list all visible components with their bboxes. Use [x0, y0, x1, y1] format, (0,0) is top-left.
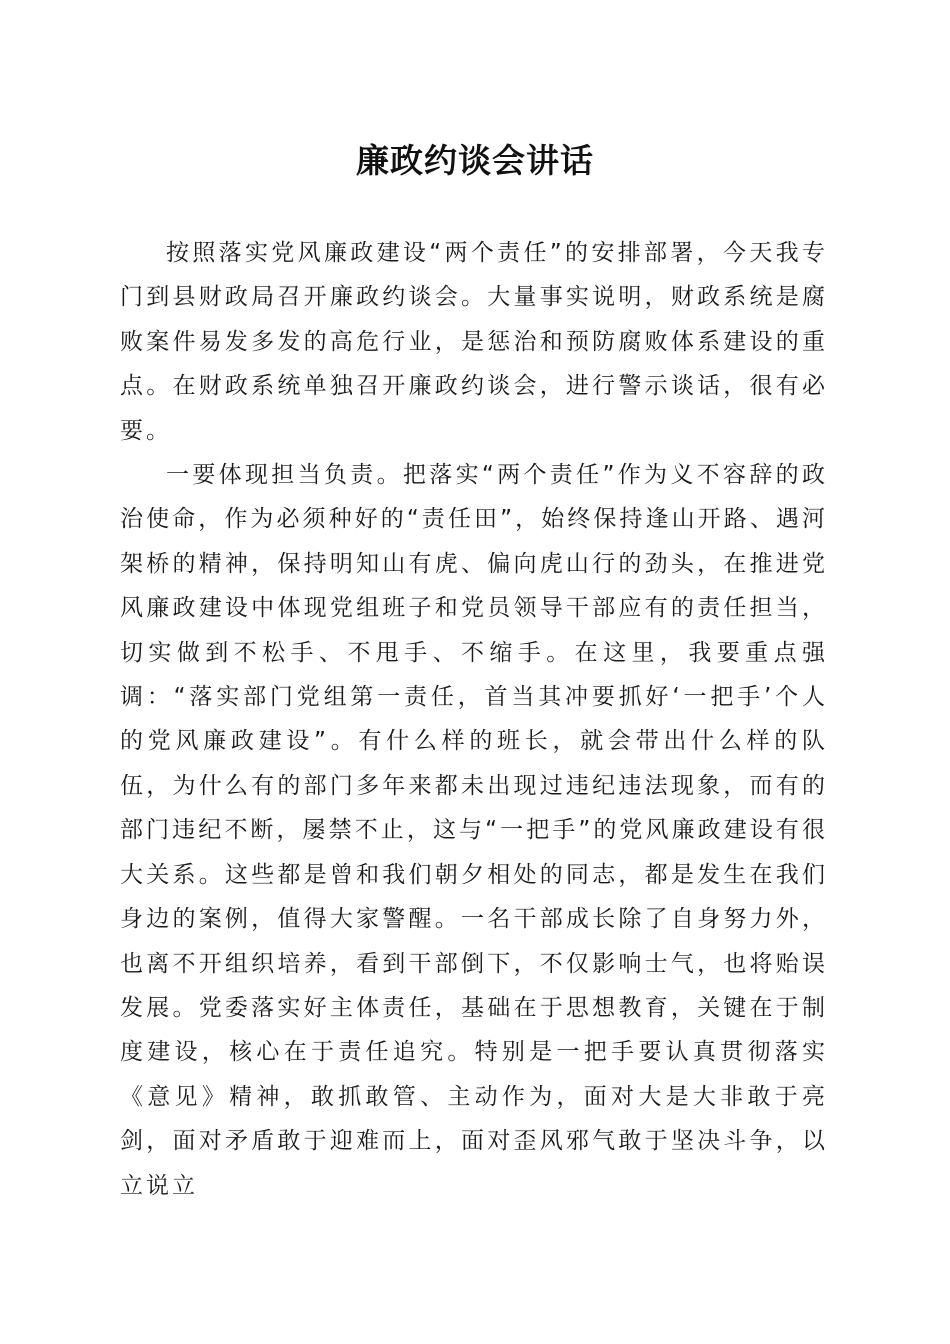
document-title: 廉政约谈会讲话 — [356, 141, 594, 180]
document-body — [120, 231, 828, 1208]
paragraph-responsibility: 一要体现担当负责。把落实“两个责任”作为义不容辞的政治使命，作为必须种好的“责任田”，始终保持逢山开路、遇河架桥的精神，保持明知山有虎、偏向虎山行的劲头，在推进党风廉政建设中体现党组班子和党员领导干部应有的责任担当，切实做到不松手、不甩手、不缩手。在这里，我要重点强调：“落实部门党组第一责任，首当其冲要抓好‘一把手’个人的党风廉政建设”。有什么样的班长，就会带出什么样的队伍，为什么有的部门多年来都未出现过违纪违法现象，而有的部门违纪不断，屡禁不止，这与“一把手”的党风廉政建设有很大关系。这些都是曾和我们朝夕相处的同志，都是发生在我们身边的案例，值得大家警醒。一名干部成长除了自身努力外，也离不开组织培养，看到干部倒下，不仅影响士气，也将贻误发展。党委落实好主体责任，基础在于思想教育，关键在于制度建设，核心在于责任追究。特别是一把手要认真贯彻落实《意见》精神，敢抓敢管、主动作为，面对大是大非敢于亮剑，面对矛盾敢于迎难而上，面对歪风邪气敢于坚决斗争，以立说立 — [120, 462, 828, 1199]
paragraph-intro: 按照落实党风廉政建设“两个责任”的安排部署，今天我专门到县财政局召开廉政约谈会。大量事实说明，财政系统是腐败案件易发多发的高危行业，是惩治和预防腐败体系建设的重点。在财政系统单独召开廉政约谈会，进行警示谈话，很有必要。 — [120, 240, 828, 444]
